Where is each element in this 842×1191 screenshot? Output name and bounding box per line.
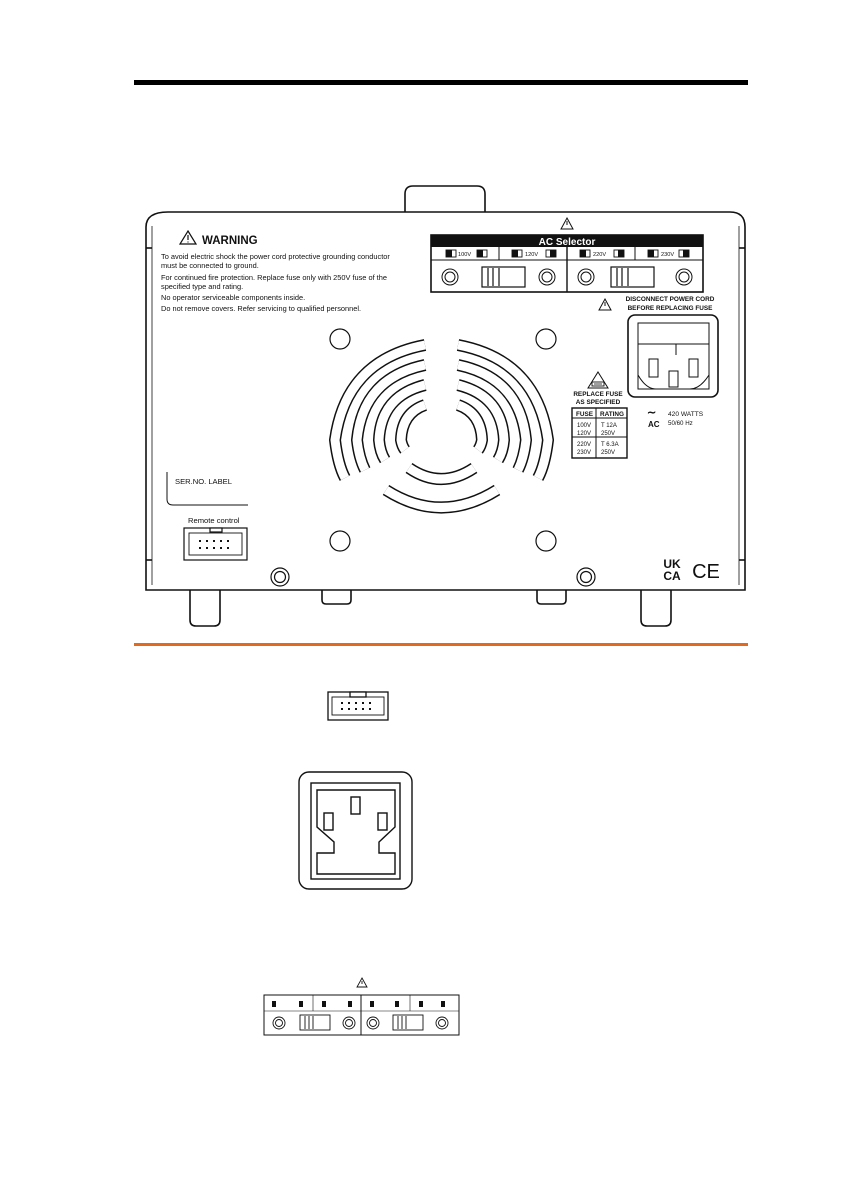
ac-selector-detail (262, 975, 464, 1039)
rating-cell: T 12A (601, 423, 617, 429)
ac-label: AC (648, 420, 660, 429)
ac-power-inlet[interactable] (628, 315, 718, 397)
section-rule (134, 643, 748, 646)
replace-fuse-label: AS SPECIFIED (575, 399, 621, 406)
power-hz: 50/60 Hz (668, 420, 693, 427)
fuse-symbol-icon (588, 372, 608, 388)
svg-text:CA: CA (663, 569, 681, 583)
warning-line: No operator serviceable components inside. (161, 293, 306, 302)
ac-selector-warning-icon (561, 218, 573, 229)
ac-voltage-label: 100V (458, 252, 472, 258)
warning-line: specified type and rating. (161, 282, 244, 291)
screw-icon (271, 568, 595, 586)
replace-fuse-label: REPLACE FUSE (573, 391, 623, 398)
remote-control-label: Remote control (188, 516, 240, 525)
warning-line: To avoid electric shock the power cord protective grounding conductor (161, 252, 390, 261)
remote-control-connector-detail (326, 690, 390, 722)
disconnect-warning-icon (599, 299, 611, 310)
rating-cell: T 6.3A (601, 442, 619, 448)
warning-line: Do not remove covers. Refer servicing to qualified personnel. (161, 304, 362, 313)
ac-inlet-detail (297, 770, 415, 892)
rating-cell: 250V (601, 450, 616, 456)
fuse-table-header: FUSE (576, 411, 594, 418)
disconnect-notice: DISCONNECT POWER CORD (625, 296, 715, 303)
fuse-cell: 120V (577, 431, 592, 437)
warning-title: WARNING (202, 235, 258, 247)
ac-symbol: ∼ (647, 407, 657, 419)
fuse-table-header: RATING (600, 411, 625, 418)
fuse-cell: 220V (577, 442, 592, 448)
ser-no-label: SER.NO. LABEL (175, 477, 232, 486)
warning-line: must be connected to ground. (161, 261, 259, 270)
ac-voltage-label: 120V (525, 252, 539, 258)
remote-control-port[interactable] (184, 528, 247, 560)
ac-selector-title: AC Selector (538, 237, 596, 248)
warning-line: For continued fire protection. Replace fuse only with 250V fuse of the (161, 273, 387, 282)
fuse-cell: 100V (577, 423, 592, 429)
svg-text:UK: UK (663, 557, 681, 571)
disconnect-notice: BEFORE REPLACING FUSE (627, 305, 713, 312)
power-watts: 420 WATTS (668, 411, 704, 418)
ac-voltage-label: 220V (593, 252, 607, 258)
ac-voltage-label: 230V (661, 252, 675, 258)
fan-grill (330, 329, 556, 551)
fuse-cell: 230V (577, 450, 592, 456)
rating-cell: 250V (601, 431, 616, 437)
ce-mark-icon: CE (692, 561, 720, 583)
warning-icon (180, 231, 196, 244)
ukca-mark-icon (663, 557, 681, 583)
